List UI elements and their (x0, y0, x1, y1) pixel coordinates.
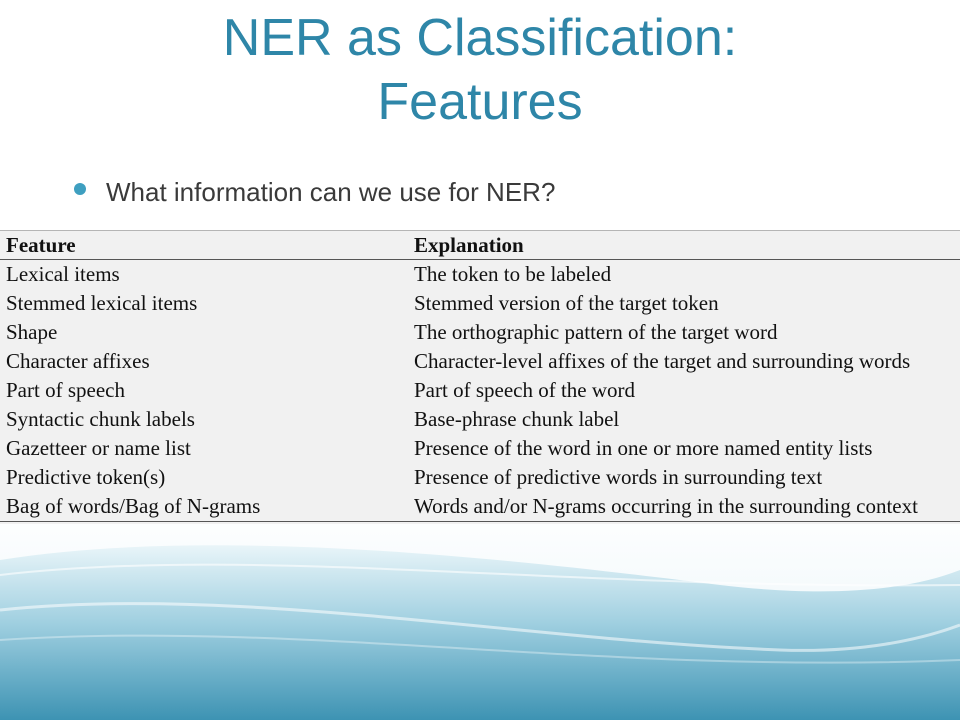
explanation-cell: Character-level affixes of the target and surrounding words (414, 349, 911, 373)
table-row (0, 289, 960, 318)
explanation-cell: Stemmed version of the target token (414, 291, 719, 315)
header-feature: Feature (0, 231, 408, 260)
bullet-dot-icon (74, 183, 86, 195)
explanation-cell: Words and/or N-grams occurring in the surrounding context (408, 492, 960, 522)
table-row (0, 347, 960, 376)
feature-cell: Stemmed lexical items (6, 291, 198, 315)
explanation-cell: Presence of predictive words in surrounding text (414, 465, 823, 489)
feature-cell: Gazetteer or name list (6, 436, 191, 460)
explanation-cell: Base-phrase chunk label (414, 407, 620, 431)
header-explanation: Explanation (408, 231, 960, 260)
feature-cell: Syntactic chunk labels (6, 407, 195, 431)
slide-title (0, 6, 960, 134)
feature-cell: Lexical items (6, 262, 120, 286)
explanation-cell: The orthographic pattern of the target word (414, 320, 778, 344)
feature-cell: Bag of words/Bag of N-grams (0, 492, 408, 522)
table-row (0, 405, 960, 434)
feature-table (0, 231, 960, 522)
feature-cell: Shape (6, 320, 58, 344)
table-row (0, 463, 960, 492)
explanation-cell: The token to be labeled (414, 262, 612, 286)
table-row (0, 376, 960, 405)
table-header-row (0, 231, 960, 260)
feature-table-container (0, 230, 960, 524)
slide-title-line-2: Features (377, 73, 583, 131)
table-row (0, 318, 960, 347)
explanation-cell: Presence of the word in one or more named entity lists (414, 436, 873, 460)
bullet-text: What information can we use for NER? (106, 176, 556, 207)
table-row (0, 260, 960, 290)
feature-cell: Predictive token(s) (6, 465, 166, 489)
table-row (0, 434, 960, 463)
table-row (0, 492, 960, 522)
explanation-cell: Part of speech of the word (414, 378, 636, 402)
feature-cell: Part of speech (6, 378, 125, 402)
slide-title-line-1: NER as Classification: (222, 9, 738, 67)
feature-cell: Character affixes (6, 349, 150, 373)
bullet-item (74, 172, 555, 212)
